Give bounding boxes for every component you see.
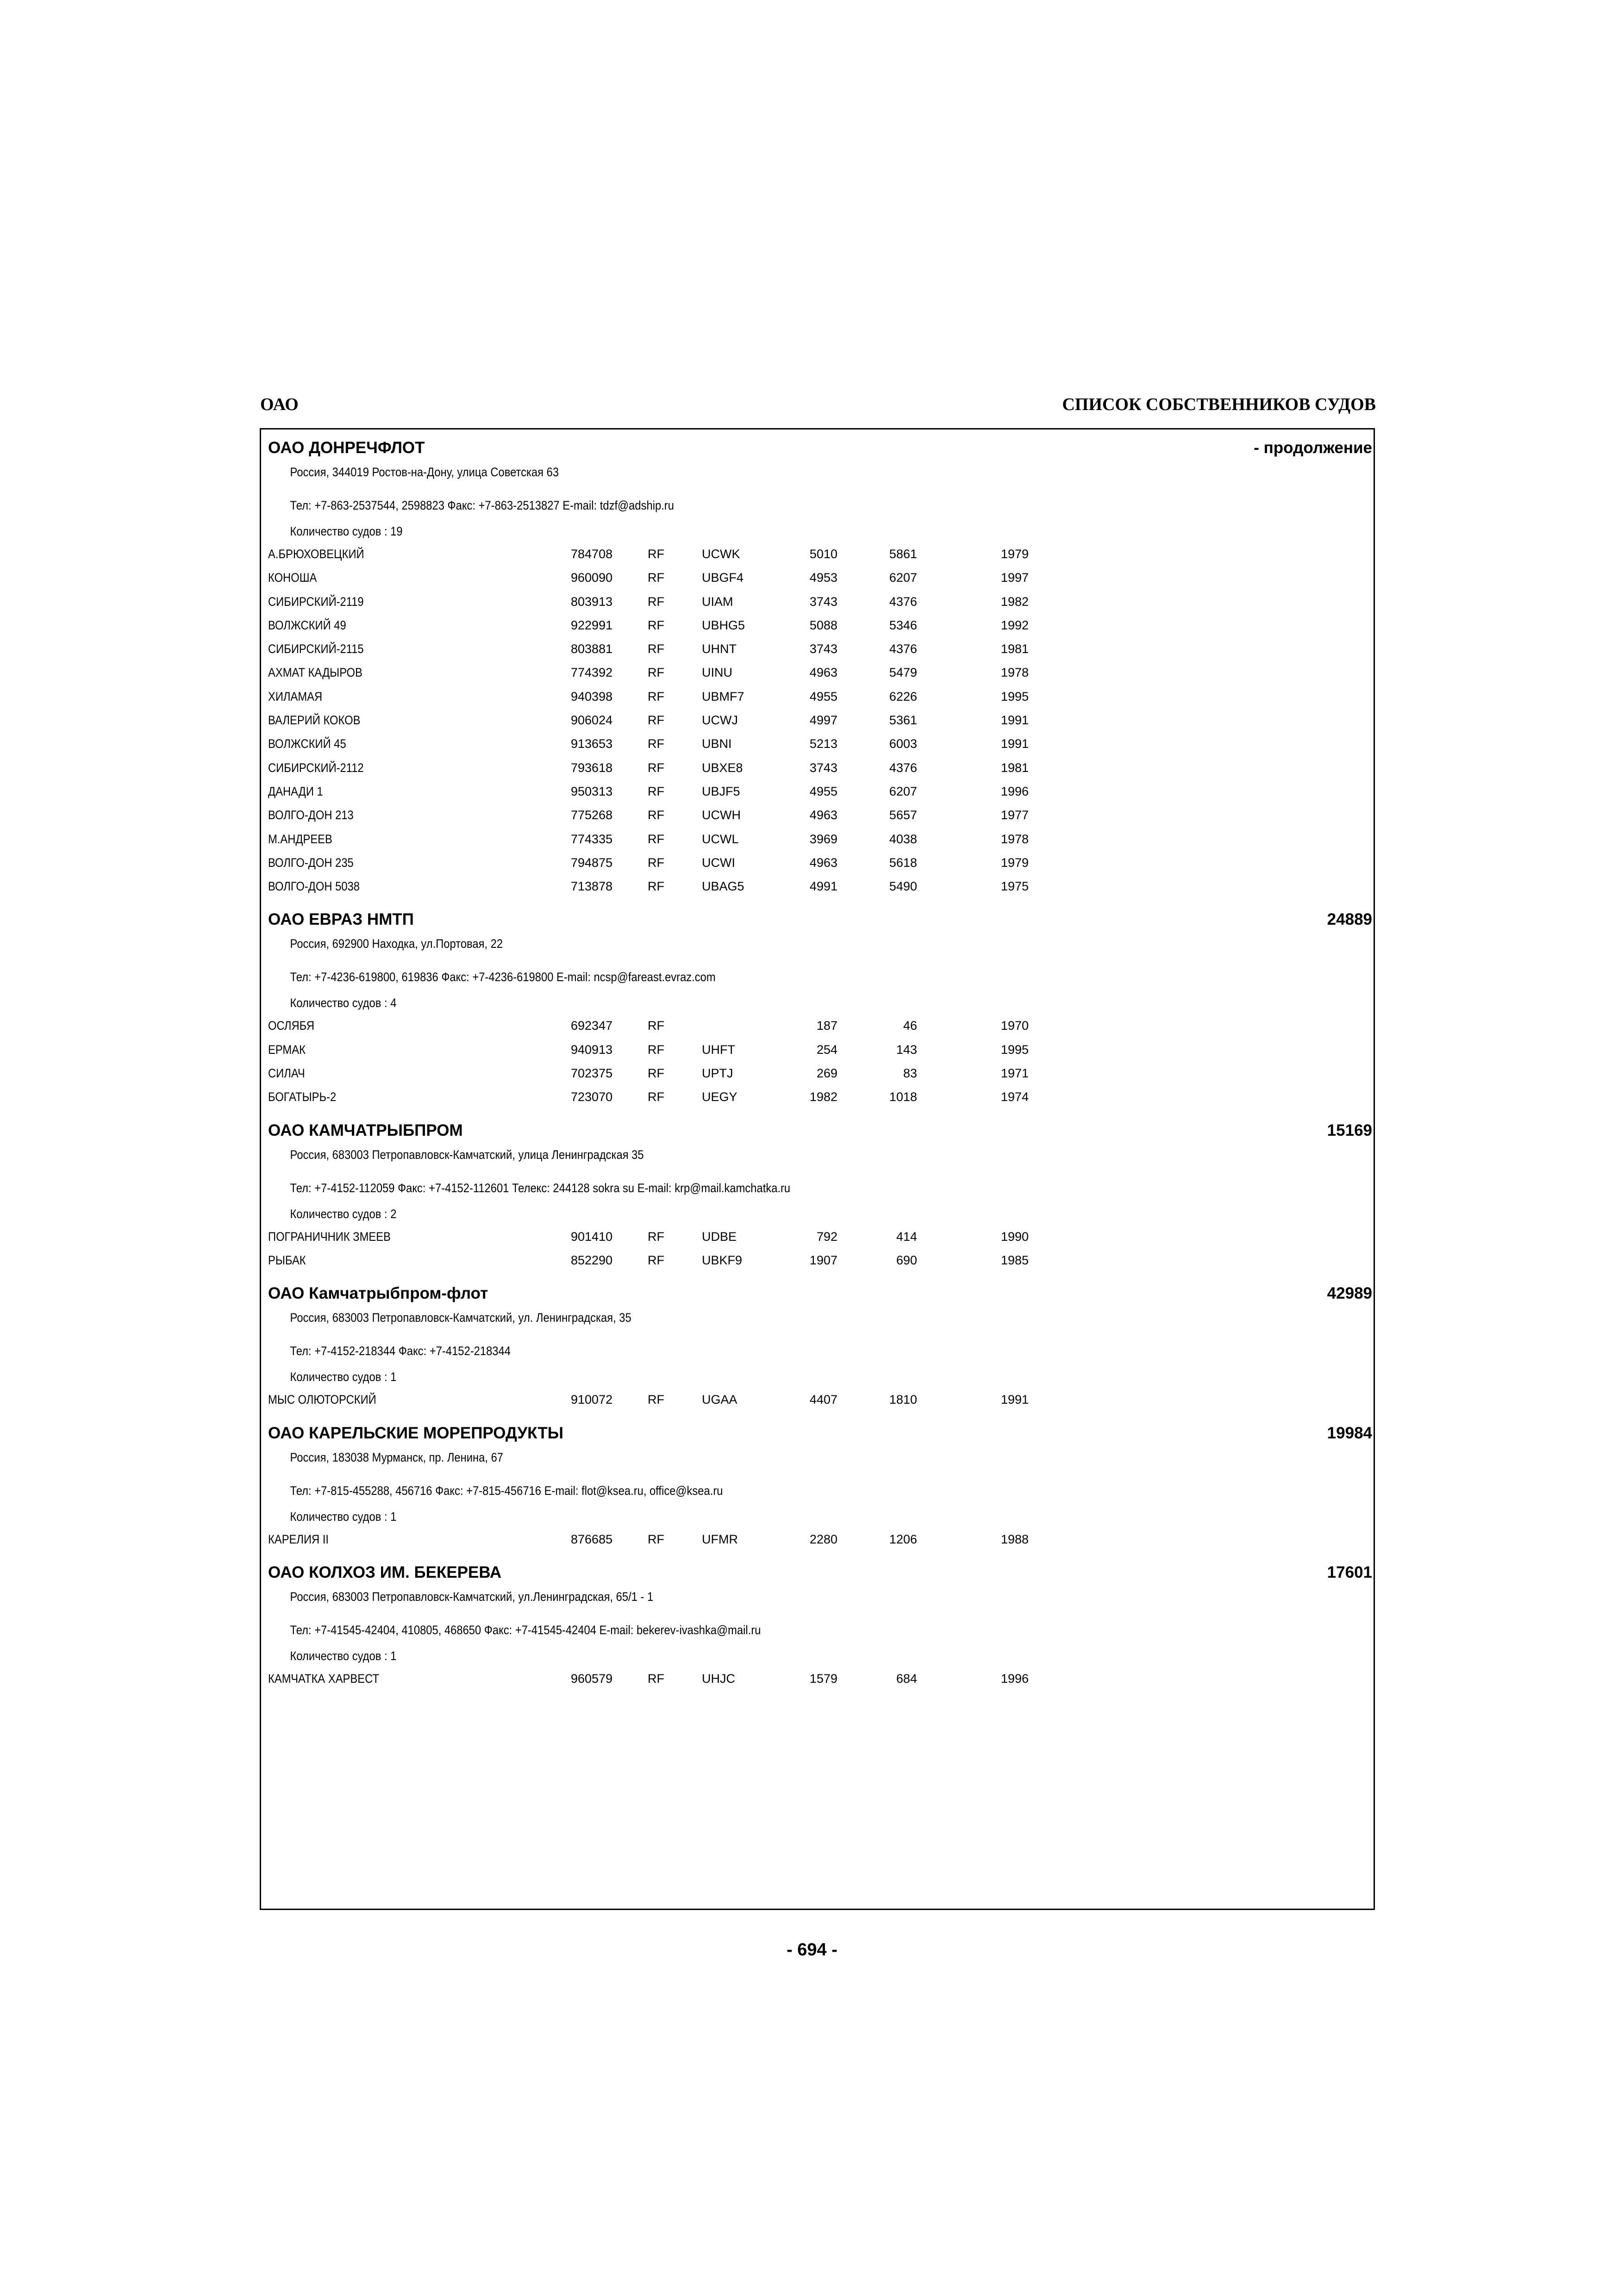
vessel-deadweight: 143 — [896, 1042, 917, 1057]
vessel-year-built: 1995 — [1001, 689, 1029, 703]
vessel-flag: RF — [648, 571, 664, 585]
vessel-deadweight: 6226 — [889, 689, 917, 703]
owner-id: 42989 — [1327, 1284, 1372, 1303]
vessel-flag: RF — [648, 737, 664, 751]
owner-contacts: Тел: +7-863-2537544, 2598823 Факс: +7-863-2513827 E-mail: tdzf@adship.ru — [290, 498, 674, 512]
vessel-count: Количество судов : 1 — [290, 1649, 397, 1663]
vessel-row — [268, 1016, 1372, 1039]
vessel-gross-tonnage: 187 — [816, 1019, 837, 1033]
owner-id: 24889 — [1327, 910, 1372, 929]
vessel-flag: RF — [648, 1532, 664, 1546]
vessel-callsign: UBKF9 — [702, 1253, 743, 1267]
vessel-gross-tonnage: 4963 — [809, 808, 837, 822]
vessel-deadweight: 83 — [903, 1066, 917, 1081]
vessel-deadweight: 690 — [896, 1253, 917, 1267]
vessel-year-built: 1978 — [1001, 832, 1029, 846]
vessel-name: ВОЛГО-ДОН 5038 — [268, 879, 360, 894]
owner-address: Россия, 683003 Петропавловск-Камчатский, улица Ленинградская 35 — [290, 1147, 644, 1162]
vessel-year-built: 1979 — [1001, 547, 1029, 561]
vessel-row — [268, 877, 1372, 900]
vessel-gross-tonnage: 5213 — [809, 737, 837, 751]
vessel-callsign: UHFT — [702, 1042, 735, 1057]
vessel-callsign: UBGF4 — [702, 571, 744, 585]
vessel-deadweight: 6207 — [889, 784, 917, 798]
owner-name: ОАО ЕВРАЗ НМТП — [268, 910, 414, 929]
vessel-row — [268, 853, 1372, 877]
vessel-deadweight: 1810 — [889, 1393, 917, 1407]
owner-separator — [268, 1414, 1372, 1424]
vessel-row — [268, 544, 1372, 568]
vessel-table — [268, 544, 1372, 900]
running-head-right: СПИСОК СОБСТВЕННИКОВ СУДОВ — [1062, 395, 1376, 414]
vessel-year-built: 1997 — [1001, 571, 1029, 585]
vessel-deadweight: 5479 — [889, 666, 917, 680]
vessel-gross-tonnage: 4991 — [809, 879, 837, 894]
running-head-left: ОАО — [260, 395, 299, 414]
vessel-name: ВОЛГО-ДОН 235 — [268, 855, 354, 870]
vessel-deadweight: 4376 — [889, 642, 917, 656]
vessel-row — [268, 758, 1372, 782]
vessel-deadweight: 5346 — [889, 618, 917, 632]
vessel-count: Количество судов : 19 — [290, 524, 403, 538]
vessel-flag: RF — [648, 1393, 664, 1407]
owner-header — [268, 910, 1372, 931]
vessel-flag: RF — [648, 1229, 664, 1244]
vessel-gross-tonnage: 4407 — [809, 1393, 837, 1407]
owner-block — [268, 910, 1372, 1111]
vessel-number: 960090 — [571, 571, 613, 585]
vessel-name: СИБИРСКИЙ-2115 — [268, 642, 364, 656]
owner-contacts: Тел: +7-4152-112059 Факс: +7-4152-112601 Телекс: 244128 sokra su E-mail: krp@mail.kamchatka.ru — [290, 1181, 791, 1195]
vessel-name: КАРЕЛИЯ II — [268, 1532, 329, 1546]
page-number: - 694 - — [787, 1940, 837, 1960]
vessel-row — [268, 1530, 1372, 1553]
vessel-number: 692347 — [571, 1019, 613, 1033]
owner-header — [268, 1563, 1372, 1584]
vessel-callsign: UBMF7 — [702, 689, 744, 703]
owner-contacts: Тел: +7-4236-619800, 619836 Факс: +7-4236-619800 E-mail: ncsp@fareast.evraz.com — [290, 970, 716, 984]
vessel-flag: RF — [648, 618, 664, 632]
vessel-callsign: UDBE — [702, 1229, 737, 1244]
vessel-number: 794875 — [571, 855, 613, 870]
vessel-callsign: UCWH — [702, 808, 741, 822]
vessel-row — [268, 1040, 1372, 1064]
vessel-gross-tonnage: 4963 — [809, 855, 837, 870]
vessel-year-built: 1985 — [1001, 1253, 1029, 1267]
vessel-number: 922991 — [571, 618, 613, 632]
vessel-row — [268, 734, 1372, 758]
vessel-deadweight: 4376 — [889, 594, 917, 609]
vessel-row — [268, 616, 1372, 639]
vessel-flag: RF — [648, 1042, 664, 1057]
vessel-number: 774335 — [571, 832, 613, 846]
owner-block — [268, 439, 1372, 900]
owner-address: Россия, 183038 Мурманск, пр. Ленина, 67 — [290, 1450, 504, 1464]
vessel-deadweight: 6207 — [889, 571, 917, 585]
vessel-number: 901410 — [571, 1229, 613, 1244]
vessel-name: АХМАТ КАДЫРОВ — [268, 666, 362, 680]
vessel-deadweight: 684 — [896, 1671, 917, 1686]
vessel-flag: RF — [648, 547, 664, 561]
owner-id: 19984 — [1327, 1424, 1372, 1442]
vessel-flag: RF — [648, 855, 664, 870]
owner-name: ОАО Камчатрыбпром-флот — [268, 1284, 488, 1303]
vessel-row — [268, 687, 1372, 710]
vessel-gross-tonnage: 1579 — [809, 1671, 837, 1686]
owner-block — [268, 1563, 1372, 1692]
vessel-year-built: 1977 — [1001, 808, 1029, 822]
vessel-callsign: UHJC — [702, 1671, 735, 1686]
vessel-number: 775268 — [571, 808, 613, 822]
owner-contacts: Тел: +7-815-455288, 456716 Факс: +7-815-456716 E-mail: flot@ksea.ru, office@ksea.ru — [290, 1483, 723, 1498]
vessel-number: 906024 — [571, 713, 613, 728]
vessel-callsign: UBXE8 — [702, 760, 743, 775]
vessel-gross-tonnage: 3743 — [809, 760, 837, 775]
vessel-year-built: 1991 — [1001, 737, 1029, 751]
vessel-flag: RF — [648, 666, 664, 680]
vessel-number: 713878 — [571, 879, 613, 894]
vessel-year-built: 1991 — [1001, 1393, 1029, 1407]
vessel-gross-tonnage: 4963 — [809, 666, 837, 680]
vessel-callsign: UPTJ — [702, 1066, 733, 1081]
vessel-callsign: UBJF5 — [702, 784, 740, 798]
vessel-year-built: 1995 — [1001, 1042, 1029, 1057]
vessel-gross-tonnage: 4955 — [809, 689, 837, 703]
vessel-year-built: 1981 — [1001, 760, 1029, 775]
vessel-gross-tonnage: 3743 — [809, 594, 837, 609]
vessel-number: 852290 — [571, 1253, 613, 1267]
vessel-callsign: UHNT — [702, 642, 737, 656]
owner-header — [268, 1121, 1372, 1142]
vessel-callsign: UCWL — [702, 832, 739, 846]
vessel-number: 940398 — [571, 689, 613, 703]
vessel-year-built: 1988 — [1001, 1532, 1029, 1546]
vessel-number: 774392 — [571, 666, 613, 680]
vessel-gross-tonnage: 254 — [816, 1042, 837, 1057]
owner-address: Россия, 344019 Ростов-на-Дону, улица Советская 63 — [290, 465, 559, 479]
vessel-number: 876685 — [571, 1532, 613, 1546]
vessel-callsign: UBAG5 — [702, 879, 744, 894]
vessel-row — [268, 592, 1372, 616]
vessel-gross-tonnage: 3743 — [809, 642, 837, 656]
owner-contacts: Тел: +7-41545-42404, 410805, 468650 Факс: +7-41545-42404 E-mail: bekerev-ivashka@mail.ru — [290, 1623, 761, 1637]
vessel-year-built: 1996 — [1001, 784, 1029, 798]
vessel-flag: RF — [648, 879, 664, 894]
vessel-flag: RF — [648, 1066, 664, 1081]
vessel-callsign: UCWJ — [702, 713, 738, 728]
vessel-name: КАМЧАТКА ХАРВЕСТ — [268, 1671, 379, 1686]
vessel-gross-tonnage: 269 — [816, 1066, 837, 1081]
vessel-number: 702375 — [571, 1066, 613, 1081]
vessel-deadweight: 5490 — [889, 879, 917, 894]
owner-name: ОАО КОЛХОЗ ИМ. БЕКЕРЕВА — [268, 1563, 502, 1581]
owner-address: Россия, 683003 Петропавловск-Камчатский, ул.Ленинградская, 65/1 - 1 — [290, 1589, 654, 1604]
owner-block — [268, 1424, 1372, 1553]
owner-address: Россия, 683003 Петропавловск-Камчатский, ул. Ленинградская, 35 — [290, 1311, 631, 1325]
vessel-number: 913653 — [571, 737, 613, 751]
vessel-name: МЫС ОЛЮТОРСКИЙ — [268, 1393, 376, 1407]
vessel-flag: RF — [648, 1090, 664, 1104]
vessel-callsign: UGAA — [702, 1393, 737, 1407]
vessel-number: 960579 — [571, 1671, 613, 1686]
vessel-row — [268, 1064, 1372, 1087]
owner-block — [268, 1121, 1372, 1275]
vessel-number: 723070 — [571, 1090, 613, 1104]
owner-separator — [268, 1274, 1372, 1284]
vessel-year-built: 1974 — [1001, 1090, 1029, 1104]
vessel-name: ВОЛГО-ДОН 213 — [268, 808, 354, 822]
vessel-number: 910072 — [571, 1393, 613, 1407]
vessel-row — [268, 1669, 1372, 1692]
vessel-callsign: UEGY — [702, 1090, 737, 1104]
vessel-gross-tonnage: 5088 — [809, 618, 837, 632]
vessel-row — [268, 1251, 1372, 1274]
vessel-table — [268, 1227, 1372, 1275]
vessel-year-built: 1971 — [1001, 1066, 1029, 1081]
owner-list — [268, 439, 1372, 1692]
vessel-gross-tonnage: 1982 — [809, 1090, 837, 1104]
vessel-table — [268, 1530, 1372, 1553]
vessel-row — [268, 1087, 1372, 1111]
owner-separator — [268, 900, 1372, 910]
owner-id: 15169 — [1327, 1121, 1372, 1139]
vessel-gross-tonnage: 4953 — [809, 571, 837, 585]
vessel-name: СИБИРСКИЙ-2112 — [268, 760, 364, 775]
owner-id: 17601 — [1327, 1563, 1372, 1581]
vessel-year-built: 1978 — [1001, 666, 1029, 680]
owner-contacts: Тел: +7-4152-218344 Факс: +7-4152-218344 — [290, 1344, 511, 1358]
vessel-deadweight: 5861 — [889, 547, 917, 561]
vessel-table — [268, 1016, 1372, 1111]
vessel-name: БОГАТЫРЬ-2 — [268, 1090, 337, 1104]
vessel-callsign: UBNI — [702, 737, 732, 751]
vessel-flag: RF — [648, 760, 664, 775]
vessel-name: СИЛАЧ — [268, 1066, 305, 1081]
vessel-flag: RF — [648, 784, 664, 798]
vessel-name: КОНОША — [268, 571, 317, 585]
vessel-table — [268, 1390, 1372, 1413]
vessel-name: РЫБАК — [268, 1253, 306, 1267]
vessel-count: Количество судов : 2 — [290, 1207, 397, 1221]
vessel-callsign: UBHG5 — [702, 618, 745, 632]
vessel-deadweight: 5657 — [889, 808, 917, 822]
vessel-flag: RF — [648, 1671, 664, 1686]
vessel-name: М.АНДРЕЕВ — [268, 832, 332, 846]
vessel-name: ДАНАДИ 1 — [268, 784, 323, 798]
vessel-row — [268, 1390, 1372, 1413]
vessel-row — [268, 829, 1372, 853]
vessel-flag: RF — [648, 832, 664, 846]
running-head — [260, 394, 1376, 417]
vessel-deadweight: 4038 — [889, 832, 917, 846]
vessel-name: СИБИРСКИЙ-2119 — [268, 594, 364, 609]
vessel-gross-tonnage: 4955 — [809, 784, 837, 798]
vessel-flag: RF — [648, 1019, 664, 1033]
vessel-row — [268, 663, 1372, 686]
vessel-count: Количество судов : 1 — [290, 1370, 397, 1384]
vessel-flag: RF — [648, 1253, 664, 1267]
vessel-year-built: 1996 — [1001, 1671, 1029, 1686]
vessel-name: А.БРЮХОВЕЦКИЙ — [268, 547, 364, 561]
vessel-year-built: 1970 — [1001, 1019, 1029, 1033]
vessel-deadweight: 5361 — [889, 713, 917, 728]
vessel-year-built: 1975 — [1001, 879, 1029, 894]
vessel-flag: RF — [648, 642, 664, 656]
owner-separator — [268, 1111, 1372, 1121]
vessel-deadweight: 1018 — [889, 1090, 917, 1104]
vessel-deadweight: 46 — [903, 1019, 917, 1033]
vessel-row — [268, 639, 1372, 663]
vessel-name: ОСЛЯБЯ — [268, 1019, 315, 1033]
vessel-number: 784708 — [571, 547, 613, 561]
vessel-gross-tonnage: 1907 — [809, 1253, 837, 1267]
vessel-flag: RF — [648, 689, 664, 703]
owner-name: ОАО КАМЧАТРЫБПРОМ — [268, 1121, 463, 1139]
vessel-year-built: 1990 — [1001, 1229, 1029, 1244]
vessel-deadweight: 5618 — [889, 855, 917, 870]
owner-header — [268, 439, 1372, 459]
vessel-deadweight: 1206 — [889, 1532, 917, 1546]
owner-name: ОАО КАРЕЛЬСКИЕ МОРЕПРОДУКТЫ — [268, 1424, 564, 1442]
vessel-count: Количество судов : 4 — [290, 996, 397, 1010]
vessel-gross-tonnage: 3969 — [809, 832, 837, 846]
vessel-row — [268, 782, 1372, 805]
vessel-table — [268, 1669, 1372, 1692]
vessel-year-built: 1991 — [1001, 713, 1029, 728]
vessel-year-built: 1981 — [1001, 642, 1029, 656]
vessel-callsign: UIAM — [702, 594, 733, 609]
vessel-name: ВОЛЖСКИЙ 49 — [268, 618, 346, 632]
vessel-number: 803913 — [571, 594, 613, 609]
vessel-deadweight: 414 — [896, 1229, 917, 1244]
vessel-name: ХИЛАМАЯ — [268, 689, 323, 703]
vessel-count: Количество судов : 1 — [290, 1509, 397, 1524]
vessel-number: 950313 — [571, 784, 613, 798]
owner-name: ОАО ДОНРЕЧФЛОТ — [268, 439, 425, 457]
vessel-row — [268, 1227, 1372, 1251]
vessel-row — [268, 568, 1372, 591]
vessel-row — [268, 710, 1372, 734]
vessel-name: ЕРМАК — [268, 1042, 306, 1057]
vessel-gross-tonnage: 5010 — [809, 547, 837, 561]
vessel-number: 940913 — [571, 1042, 613, 1057]
vessel-year-built: 1979 — [1001, 855, 1029, 870]
vessel-callsign: UCWI — [702, 855, 735, 870]
owner-id: - продолжение — [1254, 439, 1372, 457]
owner-header — [268, 1424, 1372, 1444]
vessel-deadweight: 4376 — [889, 760, 917, 775]
owner-separator — [268, 1553, 1372, 1563]
vessel-callsign: UINU — [702, 666, 732, 680]
owner-block — [268, 1284, 1372, 1413]
vessel-gross-tonnage: 4997 — [809, 713, 837, 728]
vessel-name: ПОГРАНИЧНИК ЗМЕЕВ — [268, 1229, 391, 1244]
vessel-name: ВАЛЕРИЙ КОКОВ — [268, 713, 361, 728]
vessel-deadweight: 6003 — [889, 737, 917, 751]
vessel-flag: RF — [648, 594, 664, 609]
vessel-gross-tonnage: 792 — [816, 1229, 837, 1244]
vessel-year-built: 1982 — [1001, 594, 1029, 609]
vessel-gross-tonnage: 2280 — [809, 1532, 837, 1546]
vessel-row — [268, 805, 1372, 829]
vessel-callsign: UCWK — [702, 547, 740, 561]
vessel-year-built: 1992 — [1001, 618, 1029, 632]
owner-header — [268, 1284, 1372, 1305]
owner-address: Россия, 692900 Находка, ул.Портовая, 22 — [290, 937, 503, 951]
vessel-flag: RF — [648, 808, 664, 822]
vessel-flag: RF — [648, 713, 664, 728]
vessel-number: 793618 — [571, 760, 613, 775]
vessel-name: ВОЛЖСКИЙ 45 — [268, 737, 346, 751]
vessel-number: 803881 — [571, 642, 613, 656]
vessel-callsign: UFMR — [702, 1532, 738, 1546]
